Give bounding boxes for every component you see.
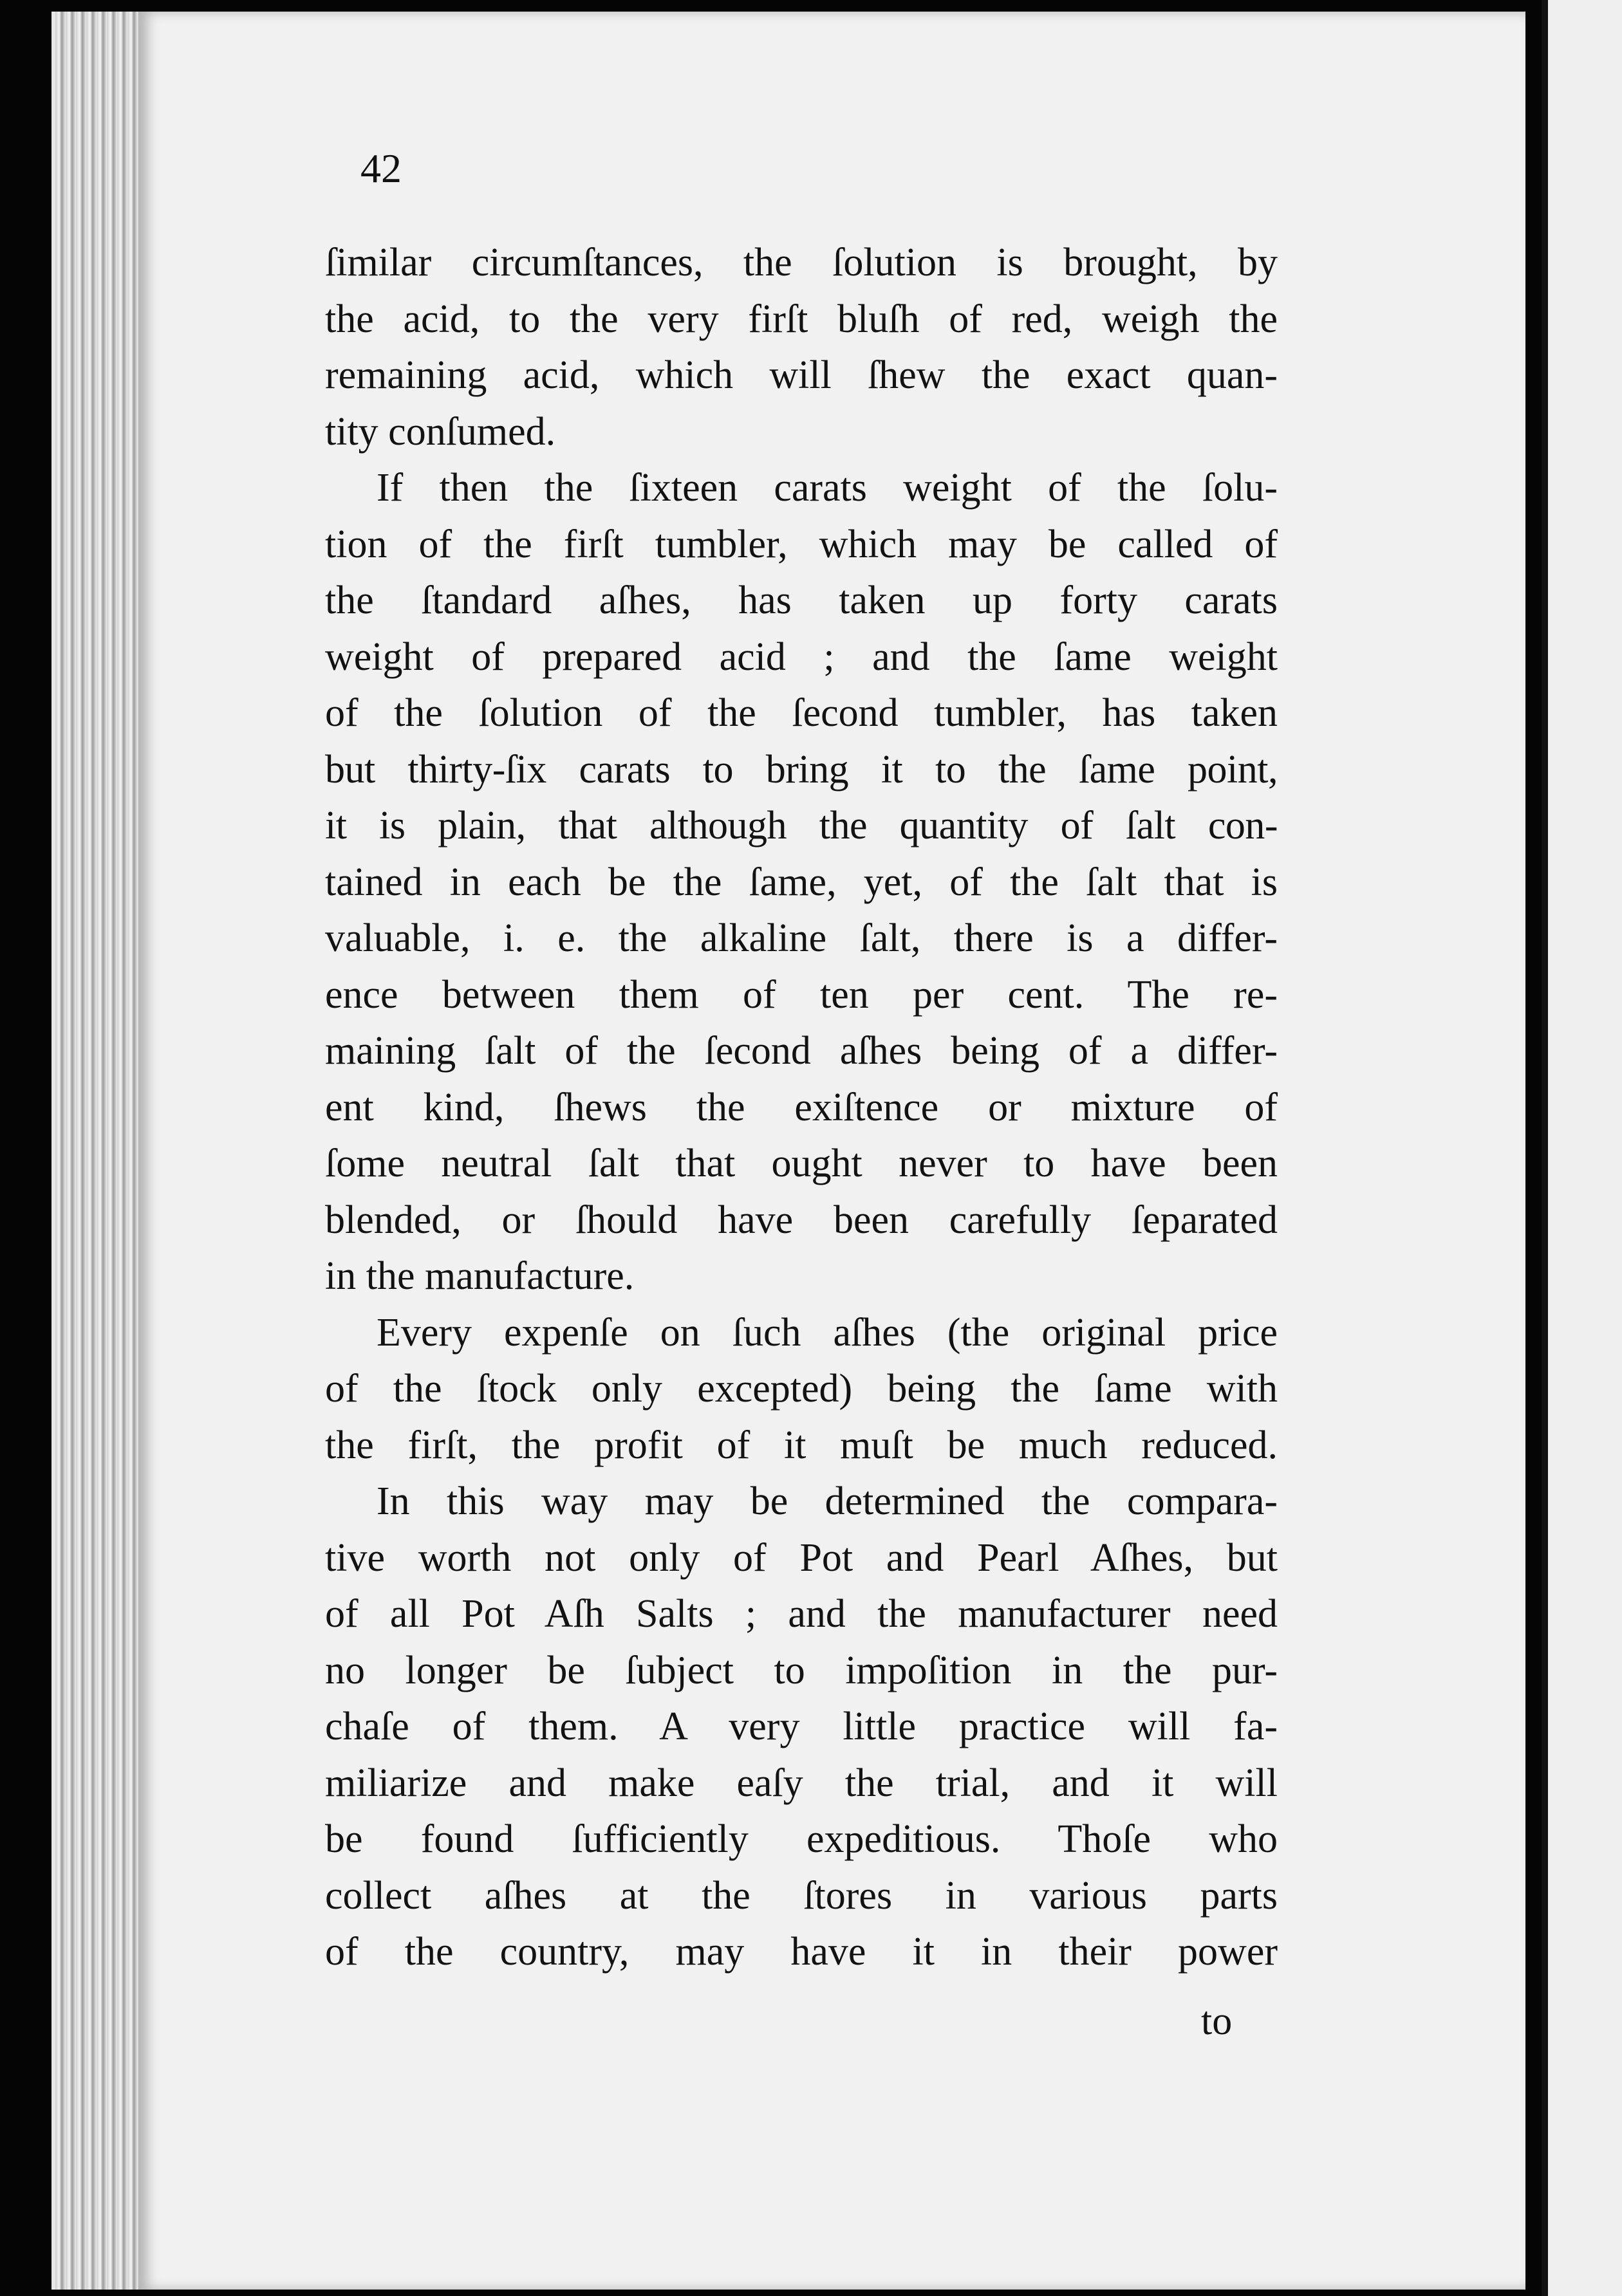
text-line: maining ſalt of the ſecond aſhes being of a differ- bbox=[325, 1029, 1278, 1073]
text-line: tion of the firſt tumbler, which may be called of bbox=[325, 522, 1278, 566]
catchword: to bbox=[1201, 1999, 1233, 2043]
text-line: tive worth not only of Pot and Pearl Aſhes, but bbox=[325, 1535, 1278, 1580]
text-line: blended, or ſhould have been carefully ſeparated bbox=[325, 1198, 1278, 1242]
body-text bbox=[325, 235, 1278, 1981]
text-line: of the country, may have it in their power bbox=[325, 1930, 1278, 1974]
text-line: but thirty-ſix carats to bring it to the ſame point, bbox=[325, 747, 1278, 792]
text-line: no longer be ſubject to impoſition in the pur- bbox=[325, 1648, 1278, 1692]
text-line: ſome neutral ſalt that ought never to have been bbox=[325, 1142, 1278, 1185]
text-line: ence between them of ten per cent. The re- bbox=[325, 972, 1278, 1017]
text-line: If then the ſixteen carats weight of the ſolu- bbox=[377, 466, 1278, 510]
text-line: of all Pot Aſh Salts ; and the manufacturer need bbox=[325, 1592, 1278, 1636]
text-line: valuable, i. e. the alkaline ſalt, there is a differ- bbox=[325, 916, 1278, 960]
text-line: ſimilar circumſtances, the ſolution is brought, by bbox=[325, 241, 1278, 284]
text-line: In this way may be determined the compara- bbox=[377, 1479, 1278, 1523]
text-line: of the ſolution of the ſecond tumbler, has taken bbox=[325, 691, 1278, 735]
text-line: chaſe of them. A very little practice will fa- bbox=[325, 1705, 1278, 1748]
text-line: tained in each be the ſame, yet, of the ſalt that is bbox=[325, 860, 1278, 904]
text-line: the ſtandard aſhes, has taken up forty carats bbox=[325, 579, 1278, 622]
text-line: the firſt, the profit of it muſt be much reduced. bbox=[325, 1423, 1278, 1467]
text-line: in the manufacture. bbox=[325, 1254, 635, 1298]
text-line: tity conſumed. bbox=[325, 409, 556, 454]
text-line: be found ſufficiently expeditious. Thoſe who bbox=[325, 1817, 1278, 1861]
text-line: Every expenſe on ſuch aſhes (the original price bbox=[377, 1310, 1278, 1355]
text-line: remaining acid, which will ſhew the exact quan- bbox=[325, 353, 1278, 397]
text-line: of the ſtock only excepted) being the ſame with bbox=[325, 1367, 1278, 1411]
text-line: ent kind, ſhews the exiſtence or mixture of bbox=[325, 1085, 1278, 1129]
text-line: miliarize and make eaſy the trial, and it will bbox=[325, 1761, 1278, 1805]
text-line: collect aſhes at the ſtores in various parts bbox=[325, 1873, 1278, 1918]
text-line: the acid, to the very firſt bluſh of red, weigh the bbox=[325, 297, 1278, 341]
text-line: weight of prepared acid ; and the ſame weight bbox=[325, 634, 1278, 679]
text-line: it is plain, that although the quantity of ſalt con- bbox=[325, 804, 1278, 847]
page-number: 42 bbox=[360, 145, 402, 191]
facing-page-edge bbox=[1542, 0, 1622, 2296]
